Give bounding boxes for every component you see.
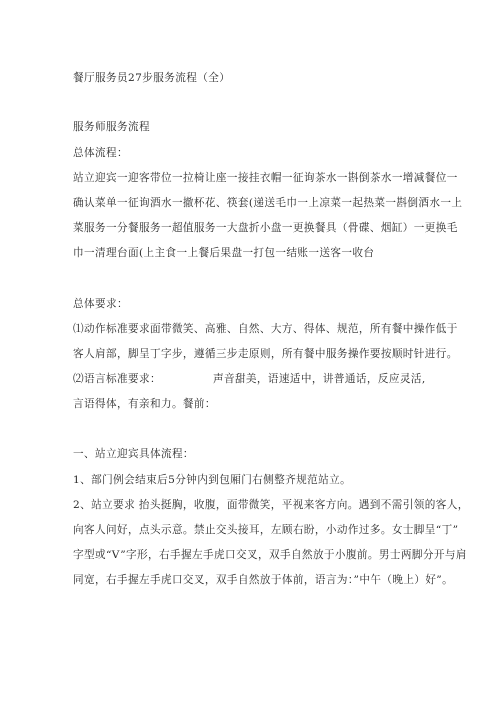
requirement-1-line: 客人肩部，脚呈丁字步，遵循三步走原则，所有餐中服务操作要按顺时针进行。 xyxy=(73,348,458,360)
requirement-2-label: ⑵语言标准要求： xyxy=(73,373,161,385)
step-1: 1、部门例会结束后5分钟内到包厢门右侧整齐规范站立。 xyxy=(73,474,352,486)
requirement-2-line xyxy=(73,372,426,386)
step-2-line: 字型或“V”字形，右手握左手虎口交叉，双手自然放于小腹前。男士两脚分开与肩 xyxy=(73,549,467,561)
step-2-line: 同宽，右手握左手虎口交叉，双手自然放于体前，语言为：”中午（晚上）好”。 xyxy=(73,574,454,586)
overall-process-line: 巾一清理台面(上主食一上餐后果盘一打包一结账一送客一收台 xyxy=(73,247,375,259)
requirement-1-line: ⑴动作标准要求面带微笑、高雅、自然、大方、得体、规范，所有餐中操作低于 xyxy=(73,323,458,335)
overall-process-line: 菜服务一分餐服务一超值服务一大盘折小盘一更换餐具（骨碟、烟缸）一更换毛 xyxy=(73,222,458,234)
requirement-2-continuation: 言语得体，有亲和力。餐前： xyxy=(73,398,216,410)
step-2-line: 向客人问好，点头示意。禁止交头接耳，左顾右盼，小动作过多。女士脚呈“丁” xyxy=(73,524,459,536)
overall-requirements-label: 总体要求： xyxy=(73,298,128,310)
overall-process-line: 确认菜单一征询酒水一撤杯花、筷套(递送毛巾一上凉菜一起热菜一斟倒酒水一上 xyxy=(73,197,463,209)
section-one-heading: 一、站立迎宾具体流程： xyxy=(73,448,194,460)
overall-process-line: 站立迎宾一迎客带位一拉椅让座一接挂衣帽一征询茶水一斟倒茶水一增减餐位一 xyxy=(73,172,458,184)
document-title: 餐厅服务员27步服务流程（全） xyxy=(73,72,231,84)
overall-process-label: 总体流程： xyxy=(73,147,128,159)
requirement-2-text: 声音甜美，语速适中，讲普通话，反应灵活, xyxy=(212,373,426,385)
section-heading: 服务师服务流程 xyxy=(73,121,150,133)
step-2-line: 2、站立要求 抬头挺胸，收腹，面带微笑，平视来客方向。遇到不需引领的客人， xyxy=(73,499,469,511)
